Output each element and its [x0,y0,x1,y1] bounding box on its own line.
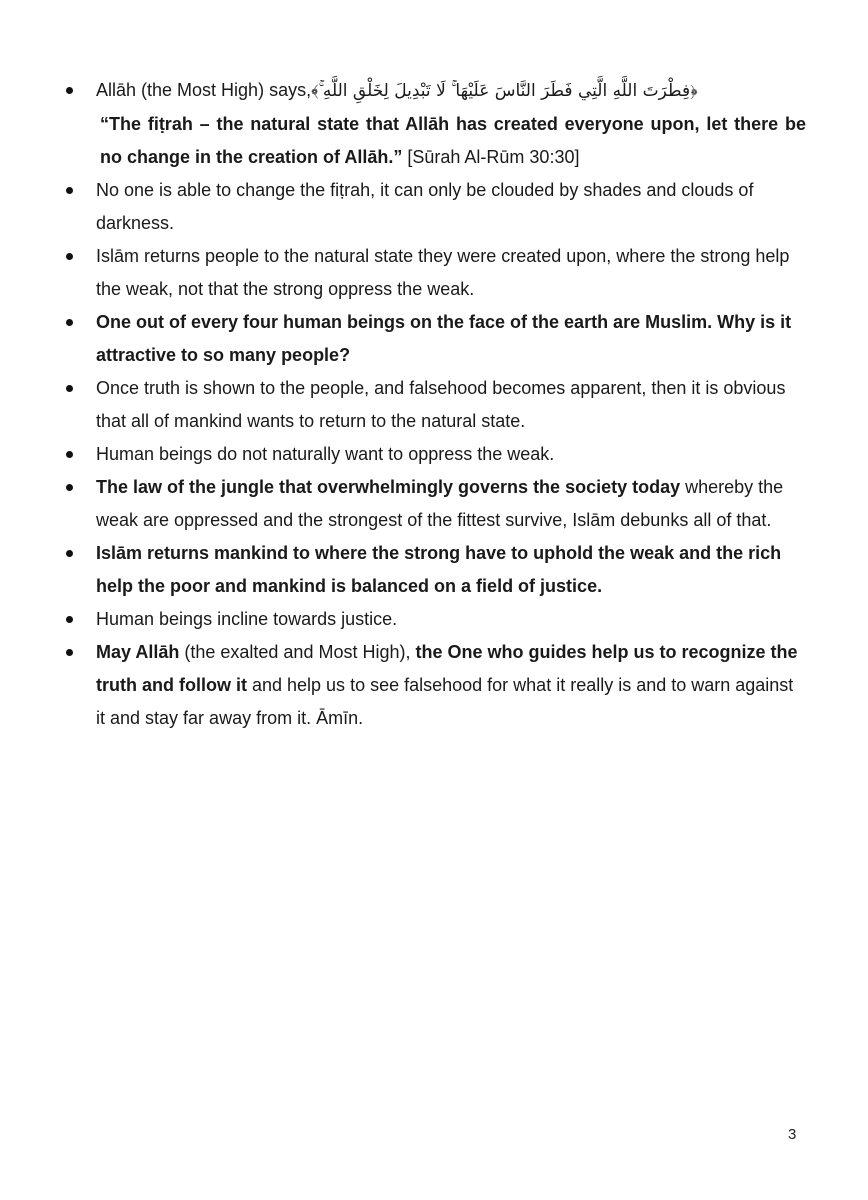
verse-reference: [Sūrah Al-Rūm 30:30] [402,147,580,167]
list-item-bold-text: the One who guides help us to recognize the truth and follow it [96,642,798,695]
bullet-icon [66,253,73,260]
list-item [66,306,806,372]
bullet-icon [66,385,73,392]
list-item-text: No one is able to change the fiṭrah, it can only be clouded by shades and clouds of darkness. [96,180,754,233]
bullet-icon [66,87,73,94]
bullet-icon [66,649,73,656]
list-item-text: One out of every four human beings on the face of the earth are Muslim. Why is it attractive to so many people? [96,312,792,365]
list-item-text: (the exalted and Most High), [179,642,416,662]
list-item [66,174,806,240]
list-item-bold-text: May Allāh [96,642,180,662]
list-item-text: Human beings do not naturally want to oppress the weak. [96,444,555,464]
arabic-verse: ﴿فِطْرَتَ اللَّهِ الَّتِي فَطَرَ النَّاسَ عَلَيْهَا ۚ لَا تَبْدِيلَ لِخَلْقِ اللَّهِ ۚ﴾ [311,81,698,101]
list-item-bold-text: The law of the jungle that overwhelmingly governs the society today [96,477,681,497]
list-item-text: and help us to see falsehood for what it really is and to warn against it and stay far away from it. Āmīn. [96,675,794,728]
list-item [66,438,806,471]
list-item-text: Islām returns mankind to where the strong have to uphold the weak and the rich help the poor and mankind is balanced on a field of justice. [96,543,782,596]
list-item [66,471,806,537]
list-item-text: Once truth is shown to the people, and falsehood becomes apparent, then it is obvious that all of mankind wants to return to the natural state. [96,378,786,431]
list-item [66,537,806,603]
bullet-icon [66,484,73,491]
list-item-text: whereby the weak are oppressed and the strongest of the fittest survive, Islām debunks all of that. [96,477,784,530]
page-number: 3 [788,1126,797,1143]
bullet-icon [66,319,73,326]
bullet-icon [66,550,73,557]
list-item [66,74,806,174]
bullet-icon [66,451,73,458]
bullet-icon [66,616,73,623]
bullet-icon [66,187,73,194]
list-item [66,636,806,735]
bullet-list [66,74,806,735]
list-item [66,240,806,306]
verse-translation: “The fiṭrah – the natural state that Allāh has created everyone upon, let there be no change in the creation of Allāh.” [100,114,806,167]
list-item [66,372,806,438]
list-item-text: Islām returns people to the natural state they were created upon, where the strong help the weak, not that the strong oppress the weak. [96,246,790,299]
quote-block [96,108,806,174]
list-item-text: Human beings incline towards justice. [96,609,398,629]
intro-text: Allāh (the Most High) says, [96,80,312,100]
list-item [66,603,806,636]
